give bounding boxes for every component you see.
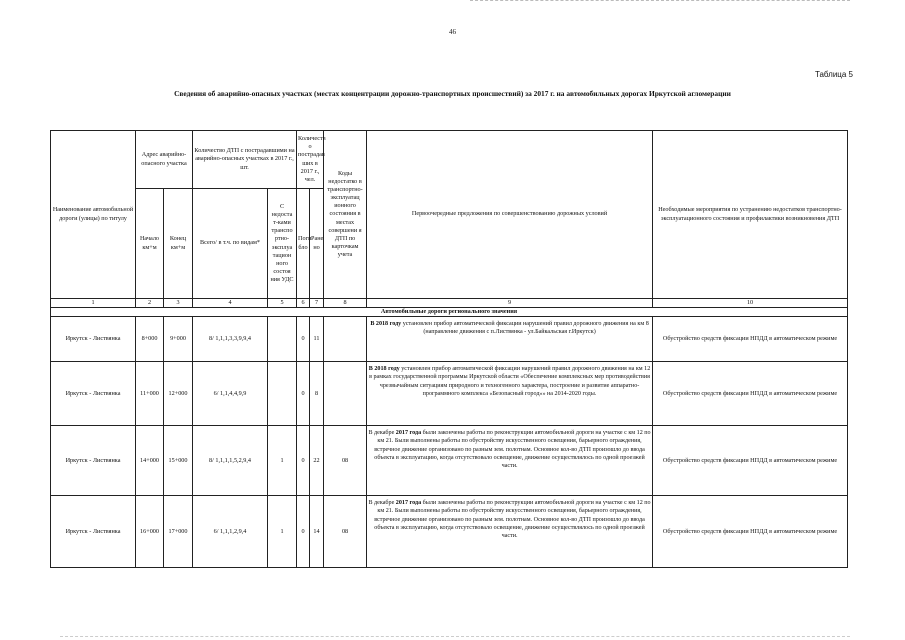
cell-start: 16+000 xyxy=(136,496,164,568)
page-number: 46 xyxy=(449,28,456,36)
cell-measure: Обустройство средств фиксации НПДД в автоматическом режиме xyxy=(653,496,848,568)
cell-dtp: 8/ 1,1,1,1,5,2,9,4 xyxy=(193,426,268,496)
header-dtp-count: Количество ДТП с пострадавшими на аварийно-опасных участках в 2017 г., шт. xyxy=(193,131,297,189)
column-number-row xyxy=(51,299,848,308)
cell-measure: Обустройство средств фиксации НПДД в автоматическом режиме xyxy=(653,426,848,496)
cell-injured: 14 xyxy=(310,496,324,568)
cell-uds xyxy=(268,362,297,426)
cell-killed: 0 xyxy=(297,317,310,362)
cell-measure: Обустройство средств фиксации НПДД в автоматическом режиме xyxy=(653,362,848,426)
cell-start: 8+000 xyxy=(136,317,164,362)
cell-proposal xyxy=(367,317,653,362)
section-row xyxy=(51,308,848,317)
header-measures: Необходимые мероприятия по устранению недостатков транспортно-эксплуатационного состояния и профилактики возникновения ДТП xyxy=(653,131,848,299)
cell-uds xyxy=(268,317,297,362)
cell-end: 17+000 xyxy=(164,496,193,568)
cell-end: 15+000 xyxy=(164,426,193,496)
header-row-1 xyxy=(51,131,848,189)
header-injured: Ране но xyxy=(310,189,324,299)
proposal-text: установлен прибор автоматической фиксации нарушений правил дорожного движения на км 12 в рамках государственной программы Иркутской области «Обеспечение комплексных мер противодействия чрезвычайным ситуациям природного и техногенного характера, построение и развитие аппаратно-программного комплекса «Безопасный город»» на 2014-2020 годы. xyxy=(369,366,651,397)
scan-artifact-top xyxy=(470,0,850,3)
document-title: Сведения об аварийно-опасных участках (местах концентрации дорожно-транспортных происшествий) за 2017 г. на автомобильных дорогах Иркутской агломерации xyxy=(174,89,731,98)
cell-uds: 1 xyxy=(268,496,297,568)
proposal-year: 2017 года xyxy=(395,500,422,507)
accident-sites-table xyxy=(50,130,848,568)
table-row xyxy=(51,362,848,426)
cell-dtp: 6/ 1,1,1,2,9,4 xyxy=(193,496,268,568)
colnum-4: 4 xyxy=(193,299,268,308)
cell-end: 12+000 xyxy=(164,362,193,426)
cell-codes: 08 xyxy=(324,496,367,568)
cell-road: Иркутск - Листвянка xyxy=(51,426,136,496)
header-address: Адрес аварийно-опасного участка xyxy=(136,131,193,189)
header-killed: Поги бло xyxy=(297,189,310,299)
proposal-prefix: В декабре xyxy=(368,430,396,437)
colnum-7: 7 xyxy=(310,299,324,308)
cell-road: Иркутск - Листвянка xyxy=(51,317,136,362)
colnum-2: 2 xyxy=(136,299,164,308)
cell-start: 14+000 xyxy=(136,426,164,496)
header-proposals: Первоочередные предложения по совершенствованию дорожных условий xyxy=(367,131,653,299)
proposal-text: были закончены работы по реконструкции автомобильной дороги на участке с км 12 по км 21. Были выполнены работы по обустройству искусственного освещения, барьерного ограждения, встречное движение организовано по разным зем. полотнам. Основное кол-во ДТП произошло до ввода объекта в эксплуатацию, когда отсутствовало освещение, движение осуществлялось по одной проезжей части. xyxy=(374,500,651,539)
cell-proposal xyxy=(367,426,653,496)
colnum-6: 6 xyxy=(297,299,310,308)
table-row xyxy=(51,496,848,568)
proposal-prefix: В декабре xyxy=(368,500,396,507)
header-victims: Количеств о пострадав ших в 2017 г., чел. xyxy=(297,131,324,189)
cell-proposal xyxy=(367,496,653,568)
proposal-year: В 2018 году xyxy=(370,321,402,328)
cell-injured: 11 xyxy=(310,317,324,362)
cell-codes xyxy=(324,362,367,426)
colnum-3: 3 xyxy=(164,299,193,308)
proposal-year: В 2018 году xyxy=(368,366,400,373)
colnum-5: 5 xyxy=(268,299,297,308)
cell-dtp: 8/ 1,1,1,3,3,9,9,4 xyxy=(193,317,268,362)
cell-killed: 0 xyxy=(297,496,310,568)
colnum-8: 8 xyxy=(324,299,367,308)
colnum-1: 1 xyxy=(51,299,136,308)
scan-artifact-bottom xyxy=(60,636,850,638)
header-dtp-total: Всего/ в т.ч. по видам* xyxy=(193,189,268,299)
table-label: Таблица 5 xyxy=(814,70,853,79)
header-codes: Коды недостатко в транспортно-эксплуатац ионного состояния в местах совершени я ДТП по карточкам учета xyxy=(324,131,367,299)
cell-injured: 8 xyxy=(310,362,324,426)
cell-proposal xyxy=(367,362,653,426)
cell-start: 11+000 xyxy=(136,362,164,426)
cell-injured: 22 xyxy=(310,426,324,496)
header-dtp-uds: С недоста т-ками транспо ртно-эксплуа тацион ного состоя ния УДС xyxy=(268,189,297,299)
cell-uds: 1 xyxy=(268,426,297,496)
table-row xyxy=(51,317,848,362)
cell-killed: 0 xyxy=(297,362,310,426)
proposal-year: 2017 года xyxy=(395,430,422,437)
header-start: Начало км+м xyxy=(136,189,164,299)
proposal-text: были закончены работы по реконструкции автомобильной дороги на участке с км 12 по км 21. Были выполнены работы по обустройству искусственного освещения, барьерного ограждения, встречное движение организовано по разным зем. полотнам. Основное кол-во ДТП произошло до ввода объекта в эксплуатацию, когда отсутствовало освещение, движение осуществлялось по одной проезжей части. xyxy=(374,430,651,469)
header-road-name: Наименование автомобильной дороги (улицы) по титулу xyxy=(51,131,136,299)
colnum-10: 10 xyxy=(653,299,848,308)
table-row xyxy=(51,426,848,496)
cell-road: Иркутск - Листвянка xyxy=(51,362,136,426)
proposal-text: установлен прибор автоматической фиксации нарушений правил дорожного движения на км 8 (направление движения с п.Листвянка - ул.Байкальская г.Иркутск) xyxy=(401,321,649,336)
cell-end: 9+000 xyxy=(164,317,193,362)
header-end: Конец км+м xyxy=(164,189,193,299)
section-title: Автомобильные дороги регионального значения xyxy=(51,308,848,317)
cell-codes xyxy=(324,317,367,362)
cell-measure: Обустройство средств фиксации НПДД в автоматическом режиме xyxy=(653,317,848,362)
cell-dtp: 6/ 1,1,4,4,9,9 xyxy=(193,362,268,426)
colnum-9: 9 xyxy=(367,299,653,308)
cell-killed: 0 xyxy=(297,426,310,496)
cell-road: Иркутск - Листвянка xyxy=(51,496,136,568)
cell-codes: 08 xyxy=(324,426,367,496)
